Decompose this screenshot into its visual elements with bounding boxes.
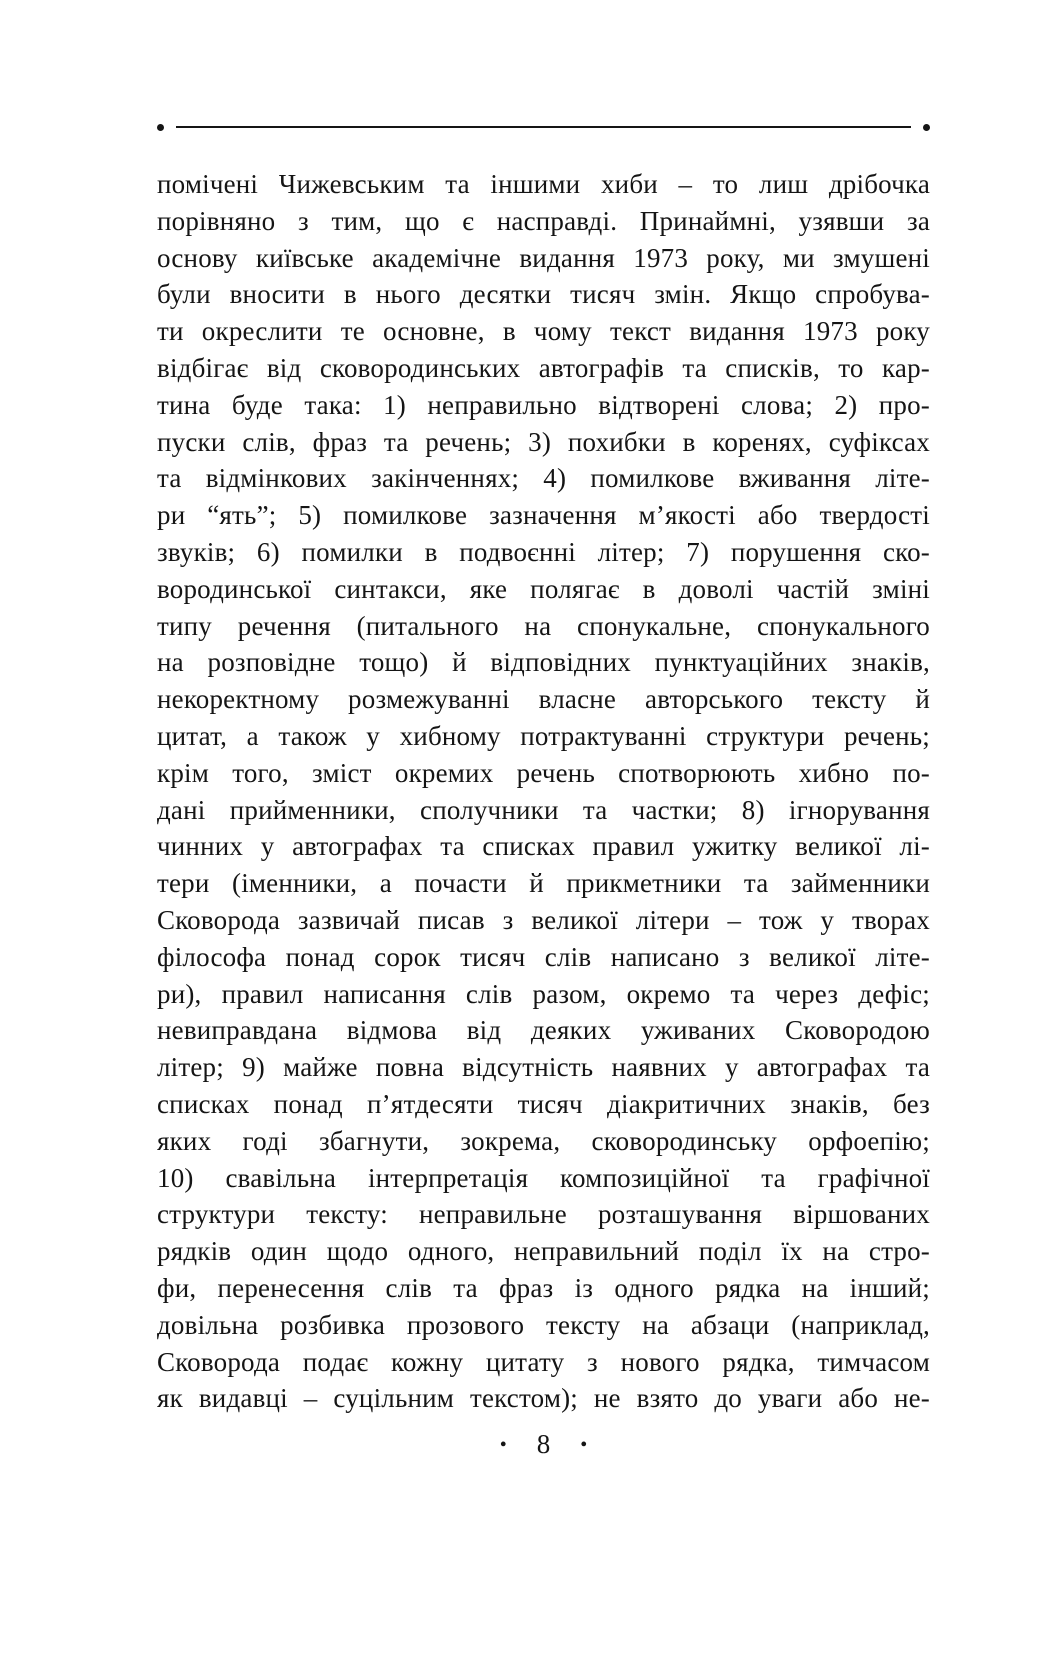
text-line: тери (іменники, а почасти й прикметники та займенники: [157, 868, 930, 899]
footer-bullet-right-icon: •: [580, 1433, 588, 1456]
text-line: структури тексту: неправильне розташування віршованих: [157, 1199, 930, 1230]
text-line: філософа понад сорок тисяч слів написано з великої літе-: [157, 941, 930, 972]
text-line: на розповідне тощо) й відповідних пунктуаційних знаків,: [157, 647, 930, 678]
text-line: яких годі збагнути, зокрема, сковородинську орфоепію;: [157, 1125, 930, 1156]
text-line: крім того, зміст окремих речень спотворюють хибно по-: [157, 757, 930, 788]
header-rule-line: [176, 126, 911, 128]
header-ornament: [157, 122, 930, 132]
text-line: вородинської синтакси, яке полягає в доволі частій зміні: [157, 573, 930, 604]
text-line: списках понад п’ятдесяти тисяч діакритичних знаків, без: [157, 1088, 930, 1119]
text-line: чинних у автографах та списках правил ужитку великої лі-: [157, 831, 930, 862]
footer-bullet-left-icon: •: [499, 1433, 507, 1456]
text-line: типу речення (питального на спонукальне, спонукального: [157, 610, 930, 641]
text-line: ри), правил написання слів разом, окремо та через дефіс;: [157, 978, 930, 1009]
text-line: рядків один щодо одного, неправильний поділ їх на стро-: [157, 1236, 930, 1267]
text-line: цитат, а також у хибному потрактуванні структури речень;: [157, 720, 930, 751]
text-line: ри “ять”; 5) помилкове зазначення м’якості або твердості: [157, 500, 930, 531]
header-dot-left-icon: [157, 124, 164, 131]
text-line: основу київське академічне видання 1973 року, ми змушені: [157, 242, 930, 273]
text-line: та відмінкових закінченнях; 4) помилкове вживання літе-: [157, 463, 930, 494]
text-line: невиправдана відмова від деяких уживаних Сковородою: [157, 1015, 930, 1046]
text-line: тина буде така: 1) неправильно відтворені слова; 2) про-: [157, 389, 930, 420]
text-line: дані прийменники, сполучники та частки; 8) ігнорування: [157, 794, 930, 825]
text-line: відбігає від сковородинських автографів та списків, то кар-: [157, 352, 930, 383]
text-line: Сковорода подає кожну цитату з нового рядка, тимчасом: [157, 1346, 930, 1377]
text-line: помічені Чижевським та іншими хиби – то лиш дрібочка: [157, 169, 930, 199]
text-line: літер; 9) майже повна відсутність наявних у автографах та: [157, 1052, 930, 1083]
text-line: фи, перенесення слів та фраз із одного рядка на інший;: [157, 1272, 930, 1303]
text-line: пуски слів, фраз та речень; 3) похибки в коренях, суфіксах: [157, 426, 930, 457]
body-text: [157, 166, 930, 1417]
page-number: 8: [536, 1429, 551, 1460]
text-line: порівняно з тим, що є насправді. Принаймні, узявши за: [157, 205, 930, 236]
text-line: звуків; 6) помилки в подвоєнні літер; 7) порушення ско-: [157, 536, 930, 567]
text-line: довільна розбивка прозового тексту на абзаци (наприклад,: [157, 1309, 930, 1340]
text-line: Сковорода зазвичай писав з великої літери – тож у творах: [157, 904, 930, 935]
text-line: 10) свавільна інтерпретація композиційної та графічної: [157, 1162, 930, 1193]
text-line: ти окреслити те основне, в чому текст видання 1973 року: [157, 316, 930, 347]
text-line: некоректному розмежуванні власне авторського тексту й: [157, 684, 930, 715]
page-footer: [157, 1431, 930, 1458]
text-line: як видавці – суцільним текстом); не взято до уваги або не-: [157, 1383, 930, 1414]
header-dot-right-icon: [923, 124, 930, 131]
text-line: були вносити в нього десятки тисяч змін. Якщо спробува-: [157, 279, 930, 310]
